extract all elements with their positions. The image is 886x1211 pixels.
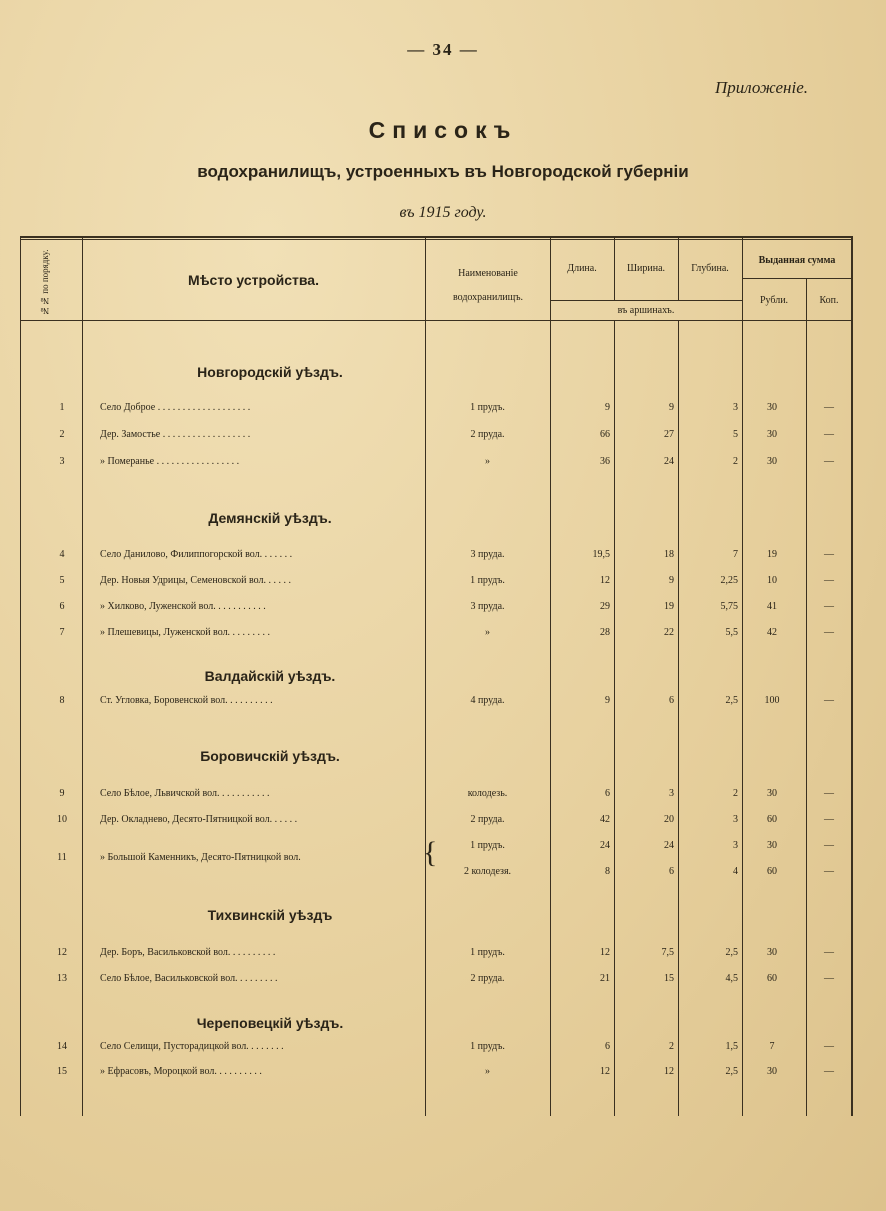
cell-name: 2 пруда. xyxy=(470,814,505,825)
cell-width: 9 xyxy=(669,575,674,586)
cell-length: 24 xyxy=(600,840,610,851)
cell-name: » xyxy=(485,456,490,467)
cell-name: 1 прудъ. xyxy=(470,575,505,586)
cell-width: 6 xyxy=(669,695,674,706)
cell-kop: — xyxy=(824,575,834,586)
cell-width: 24 xyxy=(664,840,674,851)
header-kop: Коп. xyxy=(819,295,839,306)
cell-number: 8 xyxy=(59,695,65,706)
cell-width: 19 xyxy=(664,601,674,612)
cell-place: Село Бѣлое, Васильковской вол. . . . . . . . . xyxy=(100,973,278,984)
cell-depth: 2 xyxy=(733,788,738,799)
appendix-label: Приложеніе. xyxy=(714,78,808,97)
cell-place: » Хилково, Луженской вол. . . . . . . . . . . xyxy=(100,601,266,612)
cell-rub: 30 xyxy=(767,947,777,958)
cell-place: Дер. Новыя Удрицы, Семеновской вол. . . . . . xyxy=(100,575,291,586)
cell-depth: 4 xyxy=(733,866,738,877)
cell-place: » Большой Каменникъ, Десято-Пятницкой вол. xyxy=(100,852,301,863)
cell-kop: — xyxy=(824,429,834,440)
cell-rub: 30 xyxy=(767,429,777,440)
cell-width: 6 xyxy=(669,866,674,877)
cell-depth: 7 xyxy=(733,549,738,560)
cell-name: 2 пруда. xyxy=(470,973,505,984)
table-row xyxy=(20,814,852,832)
cell-place: » Плешевицы, Луженской вол. . . . . . . . . xyxy=(100,627,271,638)
table-row xyxy=(20,429,852,447)
cell-depth: 2,5 xyxy=(725,1066,738,1077)
table-row xyxy=(20,402,852,420)
cell-width: 7,5 xyxy=(661,947,674,958)
cell-depth: 1,5 xyxy=(725,1041,738,1052)
cell-length: 28 xyxy=(600,627,610,638)
cell-kop: — xyxy=(824,814,834,825)
cell-name: 1 прудъ. xyxy=(470,1041,505,1052)
cell-depth: 4,5 xyxy=(725,973,738,984)
header-length: Длина. xyxy=(567,263,597,274)
cell-number: 12 xyxy=(57,947,67,958)
district-heading: Боровичскій уѣздъ. xyxy=(200,748,340,764)
district-heading: Тихвинскій уѣздъ xyxy=(207,907,333,923)
header-place: Мѣсто устройства. xyxy=(188,272,319,288)
cell-length: 21 xyxy=(600,973,610,984)
year-line: въ 1915 году. xyxy=(399,204,487,221)
cell-number: 7 xyxy=(59,627,65,638)
header-rub: Рубли. xyxy=(759,295,789,306)
cell-width: 24 xyxy=(664,456,674,467)
cell-kop: — xyxy=(824,456,834,467)
cell-kop: — xyxy=(824,549,834,560)
cell-number: 1 xyxy=(59,402,65,413)
cell-rub: 10 xyxy=(767,575,777,586)
cell-name: » xyxy=(485,1066,490,1077)
cell-kop: — xyxy=(824,866,834,877)
cell-rub: 41 xyxy=(767,601,777,612)
district-heading: Демянскій уѣздъ. xyxy=(208,510,332,526)
cell-name: 4 пруда. xyxy=(470,695,505,706)
cell-kop: — xyxy=(824,1041,834,1052)
cell-rub: 30 xyxy=(767,456,777,467)
cell-depth: 3 xyxy=(733,814,738,825)
cell-place: Село Доброе . . . . . . . . . . . . . . . . . . . xyxy=(100,402,251,413)
cell-length: 12 xyxy=(600,1066,610,1077)
cell-kop: — xyxy=(824,601,834,612)
cell-name: » xyxy=(485,627,490,638)
cell-length: 42 xyxy=(600,814,610,825)
cell-name: 1 прудъ. xyxy=(470,947,505,958)
cell-length: 6 xyxy=(605,788,610,799)
cell-name: 2 пруда. xyxy=(470,429,505,440)
table-row xyxy=(20,575,852,593)
cell-rub: 100 xyxy=(764,695,780,706)
cell-kop: — xyxy=(824,840,834,851)
cell-rub: 7 xyxy=(769,1041,775,1052)
cell-kop: — xyxy=(824,695,834,706)
cell-length: 36 xyxy=(600,456,610,467)
cell-number: 9 xyxy=(59,788,65,799)
cell-depth: 3 xyxy=(733,840,738,851)
cell-number: 15 xyxy=(57,1066,67,1077)
cell-rub: 19 xyxy=(767,549,777,560)
cell-length: 12 xyxy=(600,575,610,586)
table-row xyxy=(20,1041,852,1059)
cell-depth: 2,5 xyxy=(725,947,738,958)
cell-kop: — xyxy=(824,947,834,958)
district-heading: Новгородскій уѣздъ. xyxy=(197,364,343,380)
cell-place: Село Селищи, Пусторадицкой вол. . . . . . . . xyxy=(100,1041,284,1052)
header-sum: Выданная сумма xyxy=(758,255,836,266)
table-row xyxy=(20,601,852,619)
cell-depth: 5,5 xyxy=(725,627,738,638)
cell-place: Ст. Угловка, Боровенской вол. . . . . . . . . . xyxy=(100,695,273,706)
cell-place: Село Данилово, Филиппогорской вол. . . . . . . xyxy=(100,549,293,560)
cell-place: Дер. Окладнево, Десято-Пятницкой вол. . . . . . xyxy=(100,814,298,825)
cell-name: 1 прудъ. xyxy=(470,402,505,413)
cell-depth: 5,75 xyxy=(720,601,738,612)
cell-width: 12 xyxy=(664,1066,674,1077)
cell-kop: — xyxy=(824,973,834,984)
cell-rub: 60 xyxy=(767,814,777,825)
cell-place: Дер. Боръ, Васильковской вол. . . . . . . . . . xyxy=(100,947,276,958)
cell-rub: 60 xyxy=(767,866,777,877)
cell-depth: 3 xyxy=(733,402,738,413)
cell-width: 27 xyxy=(664,429,674,440)
cell-length: 6 xyxy=(605,1041,610,1052)
cell-length: 29 xyxy=(600,601,610,612)
page-subtitle: водохранилищъ, устроенныхъ въ Новгородской губерніи xyxy=(197,162,689,181)
table-row xyxy=(20,1066,852,1084)
header-number: №№ по порядку. xyxy=(40,249,50,316)
cell-number: 4 xyxy=(59,549,65,560)
cell-place: » Ефрасовъ, Мороцкой вол. . . . . . . . . . xyxy=(100,1066,262,1077)
district-heading: Череповецкій уѣздъ. xyxy=(196,1015,344,1031)
cell-depth: 2 xyxy=(733,456,738,467)
table-row xyxy=(20,695,852,713)
cell-kop: — xyxy=(824,402,834,413)
cell-length: 9 xyxy=(605,402,610,413)
cell-name: 3 пруда. xyxy=(470,549,505,560)
table-row xyxy=(20,456,852,474)
cell-length: 9 xyxy=(605,695,610,706)
brace-mark: { xyxy=(423,836,438,869)
cell-number: 10 xyxy=(57,814,67,825)
reservoir-table xyxy=(20,236,852,1116)
cell-number: 11 xyxy=(57,852,67,863)
cell-length: 66 xyxy=(600,429,610,440)
cell-rub: 30 xyxy=(767,1066,777,1077)
cell-name: 1 прудъ. xyxy=(470,840,505,851)
cell-length: 19,5 xyxy=(592,549,610,560)
cell-place: Дер. Замостье . . . . . . . . . . . . . . . . . . xyxy=(100,429,251,440)
cell-kop: — xyxy=(824,788,834,799)
cell-number: 2 xyxy=(59,429,65,440)
cell-name: 3 пруда. xyxy=(470,601,505,612)
cell-number: 5 xyxy=(59,575,65,586)
cell-place: » Померанье . . . . . . . . . . . . . . . . . xyxy=(100,456,240,467)
cell-length: 12 xyxy=(600,947,610,958)
cell-number: 14 xyxy=(57,1041,67,1052)
cell-width: 3 xyxy=(669,788,674,799)
cell-number: 13 xyxy=(57,973,67,984)
table-row xyxy=(20,627,852,645)
cell-depth: 5 xyxy=(733,429,738,440)
table-row xyxy=(20,973,852,991)
cell-rub: 42 xyxy=(767,627,777,638)
cell-depth: 2,25 xyxy=(720,575,738,586)
district-heading: Валдайскій уѣздъ. xyxy=(204,668,336,684)
table-row xyxy=(20,947,852,965)
header-width: Ширина. xyxy=(626,263,666,274)
table-row xyxy=(20,549,852,567)
cell-length: 8 xyxy=(605,866,610,877)
cell-kop: — xyxy=(824,627,834,638)
table-row xyxy=(20,866,852,884)
cell-depth: 2,5 xyxy=(725,695,738,706)
cell-width: 20 xyxy=(664,814,674,825)
cell-rub: 30 xyxy=(767,840,777,851)
header-name: Наименованіе водохранилищъ. xyxy=(452,268,524,303)
cell-place: Село Бѣлое, Львичской вол. . . . . . . . . . . xyxy=(100,788,270,799)
cell-width: 18 xyxy=(664,549,674,560)
page-title: Списокъ xyxy=(368,117,518,143)
cell-number: 3 xyxy=(59,456,65,467)
table-row xyxy=(20,788,852,806)
header-unit: въ аршинахъ. xyxy=(617,305,675,316)
cell-width: 2 xyxy=(669,1041,674,1052)
header-depth: Глубина. xyxy=(691,263,729,274)
cell-width: 9 xyxy=(669,402,674,413)
cell-rub: 60 xyxy=(767,973,777,984)
cell-rub: 30 xyxy=(767,788,777,799)
cell-kop: — xyxy=(824,1066,834,1077)
cell-width: 22 xyxy=(664,627,674,638)
cell-rub: 30 xyxy=(767,402,777,413)
cell-name: 2 колодезя. xyxy=(463,866,512,877)
cell-number: 6 xyxy=(59,601,65,612)
cell-name: колодезь. xyxy=(467,788,508,799)
page-number: — 34 — xyxy=(407,40,479,59)
cell-width: 15 xyxy=(664,973,674,984)
